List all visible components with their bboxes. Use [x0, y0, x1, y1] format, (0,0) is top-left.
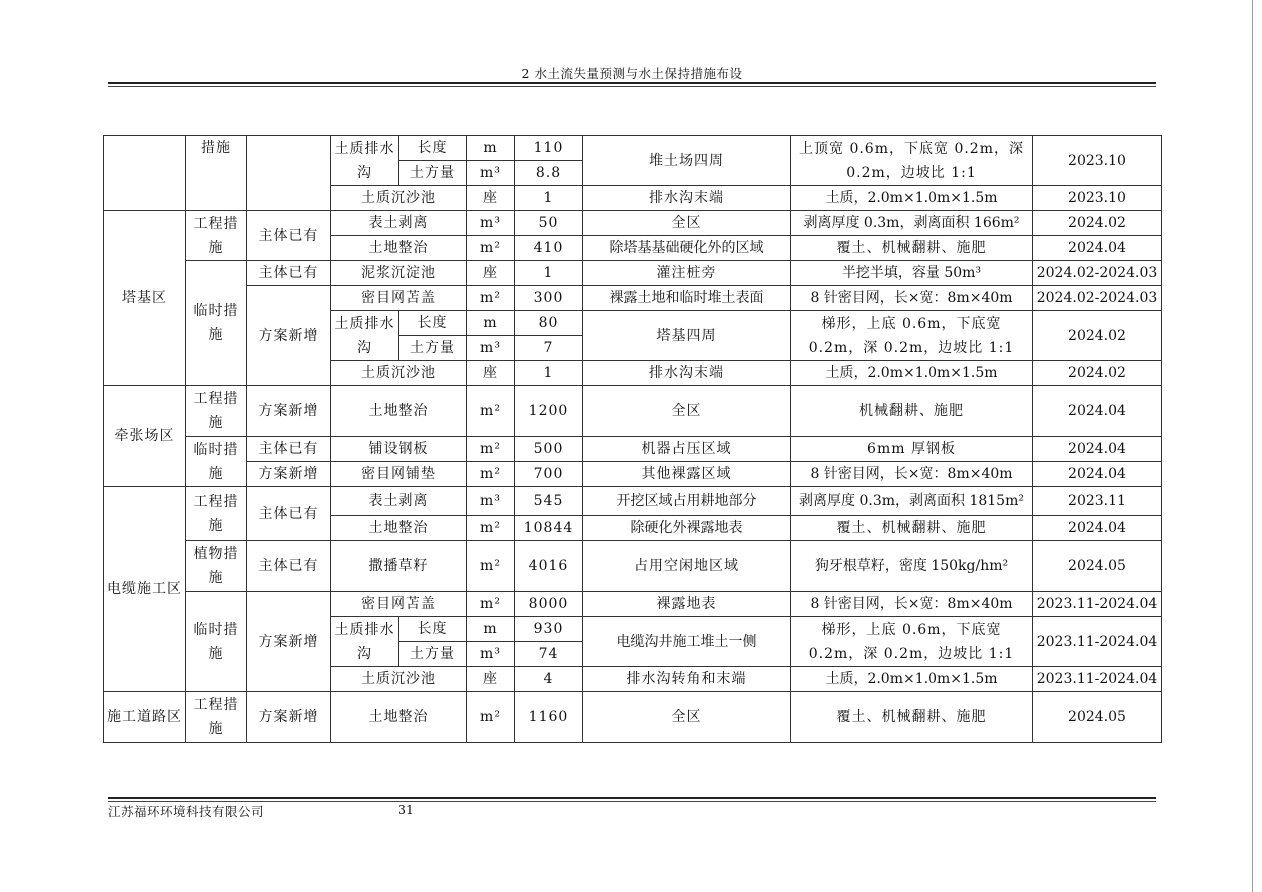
- measure-type-cell: 临时措施: [186, 592, 247, 692]
- spec-cell: 覆土、机械翻耕、施肥: [791, 236, 1033, 261]
- item-cell: 表土剥离: [331, 211, 467, 236]
- footer-company-name: 江苏福环环境科技有限公司: [108, 804, 265, 819]
- time-cell: 2023.11-2024.04: [1033, 617, 1162, 667]
- spec-cell: 覆土、机械翻耕、施肥: [791, 516, 1033, 541]
- measure-type-cell: 工程措施: [186, 487, 247, 541]
- location-cell: 全区: [583, 692, 791, 743]
- quantity-cell: 10844: [515, 516, 583, 541]
- spec-cell: 土质，2.0m×1.0m×1.5m: [791, 186, 1033, 211]
- time-cell: 2024.02-2024.03: [1033, 286, 1162, 311]
- item-cell: 土地整治: [331, 692, 467, 743]
- spec-cell: 覆土、机械翻耕、施肥: [791, 692, 1033, 743]
- measure-type-cell: 措施: [186, 136, 247, 211]
- time-cell: 2024.05: [1033, 541, 1162, 592]
- unit-cell: 座: [467, 361, 515, 386]
- time-cell: 2024.04: [1033, 236, 1162, 261]
- location-cell: 其他裸露区域: [583, 462, 791, 487]
- unit-cell: 座: [467, 186, 515, 211]
- table-row: [104, 692, 1162, 743]
- quantity-cell: 700: [515, 462, 583, 487]
- location-cell: 排水沟末端: [583, 361, 791, 386]
- spec-cell: 狗牙根草籽，密度 150kg/hm²: [791, 541, 1033, 592]
- location-cell: 机器占压区域: [583, 437, 791, 462]
- header-rule-thin: [108, 86, 1156, 87]
- measure-type-cell: 工程措施: [186, 692, 247, 743]
- item-cell: 密目网铺垫: [331, 462, 467, 487]
- source-cell: 主体已有: [247, 211, 331, 261]
- unit-cell: m³: [467, 487, 515, 516]
- unit-cell: m³: [467, 211, 515, 236]
- quantity-cell: 74: [515, 642, 583, 667]
- source-cell-continued: [247, 136, 331, 211]
- zone-cell: 施工道路区: [104, 692, 186, 743]
- table-row: [104, 286, 1162, 311]
- quantity-cell: 1160: [515, 692, 583, 743]
- location-cell: 裸露地表: [583, 592, 791, 617]
- table-row: [104, 261, 1162, 286]
- footer-rule: [108, 797, 1156, 799]
- time-cell: 2023.10: [1033, 186, 1162, 211]
- header-rule: [108, 82, 1156, 84]
- page-edge-line: [1252, 0, 1253, 892]
- spec-cell: 梯形，上底 0.6m，下底宽 0.2m，深 0.2m，边坡比 1:1: [791, 311, 1033, 361]
- unit-cell: m: [467, 617, 515, 642]
- location-cell: 开挖区域占用耕地部分: [583, 487, 791, 516]
- unit-cell: m³: [467, 161, 515, 186]
- soil-conservation-measures-table: [103, 135, 1162, 743]
- unit-cell: m: [467, 136, 515, 161]
- location-cell: 排水沟末端: [583, 186, 791, 211]
- table-row: [104, 437, 1162, 462]
- item-cell: 土地整治: [331, 516, 467, 541]
- page-header-title: 2 水土流失量预测与水土保持措施布设: [521, 66, 743, 81]
- table-row: [104, 592, 1162, 617]
- sub-item-cell: 土方量: [399, 642, 467, 667]
- time-cell: 2023.10: [1033, 136, 1162, 186]
- item-cell: 土质沉沙池: [331, 361, 467, 386]
- table-row: [104, 487, 1162, 516]
- unit-cell: m²: [467, 516, 515, 541]
- spec-cell: 梯形，上底 0.6m，下底宽 0.2m，深 0.2m，边坡比 1:1: [791, 617, 1033, 667]
- time-cell: 2024.02: [1033, 211, 1162, 236]
- time-cell: 2024.05: [1033, 692, 1162, 743]
- quantity-cell: 4016: [515, 541, 583, 592]
- table-row: [104, 136, 1162, 161]
- item-cell: 土地整治: [331, 236, 467, 261]
- quantity-cell: 545: [515, 487, 583, 516]
- quantity-cell: 8.8: [515, 161, 583, 186]
- sub-item-cell: 长度: [399, 311, 467, 336]
- unit-cell: m²: [467, 236, 515, 261]
- time-cell: 2023.11-2024.04: [1033, 667, 1162, 692]
- item-cell: 铺设钢板: [331, 437, 467, 462]
- spec-cell: 8 针密目网，长×宽：8m×40m: [791, 592, 1033, 617]
- item-cell: 土质沉沙池: [331, 667, 467, 692]
- item-cell: 土质排水沟: [331, 311, 399, 361]
- item-cell: 密目网苫盖: [331, 592, 467, 617]
- quantity-cell: 80: [515, 311, 583, 336]
- quantity-cell: 1200: [515, 386, 583, 437]
- measure-type-cell: 工程措施: [186, 211, 247, 261]
- source-cell: 方案新增: [247, 692, 331, 743]
- quantity-cell: 1: [515, 361, 583, 386]
- unit-cell: m²: [467, 692, 515, 743]
- sub-item-cell: 土方量: [399, 161, 467, 186]
- quantity-cell: 1: [515, 186, 583, 211]
- quantity-cell: 930: [515, 617, 583, 642]
- time-cell: 2024.04: [1033, 462, 1162, 487]
- table-row: [104, 462, 1162, 487]
- time-cell: 2024.04: [1033, 437, 1162, 462]
- source-cell: 主体已有: [247, 487, 331, 541]
- item-cell: 土质排水沟: [331, 136, 399, 186]
- zone-cell: 牵张场区: [104, 386, 186, 487]
- zone-cell-continued: [104, 136, 186, 211]
- quantity-cell: 8000: [515, 592, 583, 617]
- spec-cell: 土质，2.0m×1.0m×1.5m: [791, 667, 1033, 692]
- item-cell: 土质沉沙池: [331, 186, 467, 211]
- location-cell: 全区: [583, 386, 791, 437]
- quantity-cell: 410: [515, 236, 583, 261]
- item-cell: 撒播草籽: [331, 541, 467, 592]
- location-cell: 占用空闲地区域: [583, 541, 791, 592]
- source-cell: 主体已有: [247, 437, 331, 462]
- sub-item-cell: 土方量: [399, 336, 467, 361]
- quantity-cell: 1: [515, 261, 583, 286]
- unit-cell: m²: [467, 386, 515, 437]
- time-cell: 2023.11-2024.04: [1033, 592, 1162, 617]
- unit-cell: m: [467, 311, 515, 336]
- location-cell: 电缆沟井施工堆土一侧: [583, 617, 791, 667]
- quantity-cell: 4: [515, 667, 583, 692]
- measure-type-cell: 临时措施: [186, 261, 247, 386]
- spec-cell: 8 针密目网，长×宽：8m×40m: [791, 462, 1033, 487]
- zone-cell: 塔基区: [104, 211, 186, 386]
- measure-type-cell: 临时措施: [186, 437, 247, 487]
- spec-cell: 6mm 厚钢板: [791, 437, 1033, 462]
- unit-cell: m²: [467, 286, 515, 311]
- location-cell: 裸露土地和临时堆土表面: [583, 286, 791, 311]
- source-cell: 主体已有: [247, 261, 331, 286]
- spec-cell: 机械翻耕、施肥: [791, 386, 1033, 437]
- measure-type-cell: 植物措施: [186, 541, 247, 592]
- time-cell: 2024.02: [1033, 361, 1162, 386]
- time-cell: 2024.04: [1033, 386, 1162, 437]
- sub-item-cell: 长度: [399, 617, 467, 642]
- source-cell: 方案新增: [247, 286, 331, 386]
- item-cell: 土质排水沟: [331, 617, 399, 667]
- unit-cell: m²: [467, 592, 515, 617]
- location-cell: 除塔基基础硬化外的区域: [583, 236, 791, 261]
- quantity-cell: 500: [515, 437, 583, 462]
- spec-cell: 剥离厚度 0.3m，剥离面积 166m²: [791, 211, 1033, 236]
- spec-cell: 土质，2.0m×1.0m×1.5m: [791, 361, 1033, 386]
- table-row: [104, 211, 1162, 236]
- table-row: [104, 541, 1162, 592]
- unit-cell: m²: [467, 462, 515, 487]
- unit-cell: m³: [467, 336, 515, 361]
- location-cell: 除硬化外裸露地表: [583, 516, 791, 541]
- time-cell: 2024.04: [1033, 516, 1162, 541]
- unit-cell: m²: [467, 541, 515, 592]
- quantity-cell: 110: [515, 136, 583, 161]
- footer-rule-thin: [108, 801, 1156, 802]
- location-cell: 堆土场四周: [583, 136, 791, 186]
- sub-item-cell: 长度: [399, 136, 467, 161]
- page-number: 31: [398, 802, 414, 817]
- quantity-cell: 50: [515, 211, 583, 236]
- spec-cell: 上顶宽 0.6m，下底宽 0.2m，深 0.2m，边坡比 1:1: [791, 136, 1033, 186]
- source-cell: 方案新增: [247, 592, 331, 692]
- quantity-cell: 7: [515, 336, 583, 361]
- source-cell: 方案新增: [247, 462, 331, 487]
- item-cell: 表土剥离: [331, 487, 467, 516]
- time-cell: 2024.02-2024.03: [1033, 261, 1162, 286]
- location-cell: 全区: [583, 211, 791, 236]
- item-cell: 密目网苫盖: [331, 286, 467, 311]
- source-cell: 方案新增: [247, 386, 331, 437]
- item-cell: 泥浆沉淀池: [331, 261, 467, 286]
- unit-cell: m³: [467, 642, 515, 667]
- unit-cell: 座: [467, 667, 515, 692]
- time-cell: 2023.11: [1033, 487, 1162, 516]
- source-cell: 主体已有: [247, 541, 331, 592]
- measure-type-cell: 工程措施: [186, 386, 247, 437]
- spec-cell: 剥离厚度 0.3m，剥离面积 1815m²: [791, 487, 1033, 516]
- location-cell: 排水沟转角和末端: [583, 667, 791, 692]
- unit-cell: m²: [467, 437, 515, 462]
- zone-cell: 电缆施工区: [104, 487, 186, 692]
- location-cell: 灌注桩旁: [583, 261, 791, 286]
- quantity-cell: 300: [515, 286, 583, 311]
- item-cell: 土地整治: [331, 386, 467, 437]
- spec-cell: 半挖半填，容量 50m³: [791, 261, 1033, 286]
- unit-cell: 座: [467, 261, 515, 286]
- table-row: [104, 386, 1162, 437]
- location-cell: 塔基四周: [583, 311, 791, 361]
- spec-cell: 8 针密目网，长×宽：8m×40m: [791, 286, 1033, 311]
- time-cell: 2024.02: [1033, 311, 1162, 361]
